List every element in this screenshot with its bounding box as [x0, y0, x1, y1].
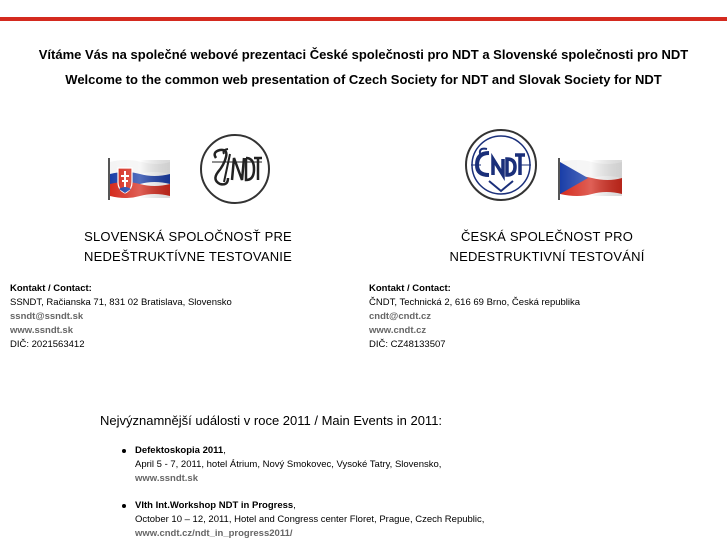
event-item: Defektoskopia 2011, April 5 - 7, 2011, hotel Átrium, Nový Smokovec, Vysoké Tatry, Slovensko, www.ssndt.sk: [120, 444, 720, 486]
slovak-tax-id: DIČ: 2021563412: [10, 339, 85, 350]
slovak-flag-icon: [106, 156, 172, 200]
czech-flag-icon: [556, 156, 624, 200]
slovak-email-link[interactable]: ssndt@ssndt.sk: [10, 311, 84, 322]
slovak-name-line1: SLOVENSKÁ SPOLOČNOSŤ PRE: [84, 229, 292, 244]
cndt-logo: [463, 127, 539, 203]
slovak-name-line2: NEDEŠTRUKTÍVNE TESTOVANIE: [84, 249, 292, 264]
event-item: VIth Int.Workshop NDT in Progress, October 10 – 12, 2011, Hotel and Congress center Floret, Prague, Czech Republic, www.cndt.cz/ndt_in_progress2011/: [120, 499, 720, 541]
czech-name-line2: NEDESTRUKTIVNÍ TESTOVÁNÍ: [449, 249, 645, 264]
event-link[interactable]: www.ssndt.sk: [135, 473, 198, 484]
slovak-address: SSNDT, Račianska 71, 831 02 Bratislava, Slovensko: [10, 297, 232, 308]
event-details: October 10 – 12, 2011, Hotel and Congress center Floret, Prague, Czech Republic,: [135, 514, 485, 525]
top-accent-bar: [0, 17, 727, 21]
event-name: VIth Int.Workshop NDT in Progress: [135, 500, 294, 511]
czech-society-name: [397, 227, 697, 267]
slovak-society-name: [38, 227, 338, 267]
event-name: Defektoskopia 2011: [135, 445, 224, 456]
ssndt-logo: [198, 132, 272, 206]
event-link[interactable]: www.cndt.cz/ndt_in_progress2011/: [135, 528, 293, 539]
slovak-web-link[interactable]: www.ssndt.sk: [10, 325, 73, 336]
slovak-contact: [10, 282, 350, 352]
czech-tax-id: DIČ: CZ48133507: [369, 339, 446, 350]
events-title: Nejvýznamnější události v roce 2011 / Main Events in 2011:: [100, 413, 443, 428]
czech-contact: [369, 282, 709, 352]
czech-contact-label: Kontakt / Contact:: [369, 283, 451, 294]
welcome-text-en: Welcome to the common web presentation of Czech Society for NDT and Slovak Society for NDT: [65, 72, 662, 87]
czech-web-link[interactable]: www.cndt.cz: [369, 325, 427, 336]
events-list: [120, 444, 720, 545]
event-details: April 5 - 7, 2011, hotel Átrium, Nový Smokovec, Vysoké Tatry, Slovensko,: [135, 459, 442, 470]
welcome-banner: [10, 45, 717, 90]
welcome-text-cz: Vítáme Vás na společné webové prezentaci České společnosti pro NDT a Slovenské společnosti pro NDT: [38, 47, 689, 62]
czech-address: ČNDT, Technická 2, 616 69 Brno, Česká republika: [369, 297, 581, 308]
czech-name-line1: ČESKÁ SPOLEČNOST PRO: [460, 229, 634, 244]
czech-email-link[interactable]: cndt@cndt.cz: [369, 311, 432, 322]
slovak-contact-label: Kontakt / Contact:: [10, 283, 92, 294]
